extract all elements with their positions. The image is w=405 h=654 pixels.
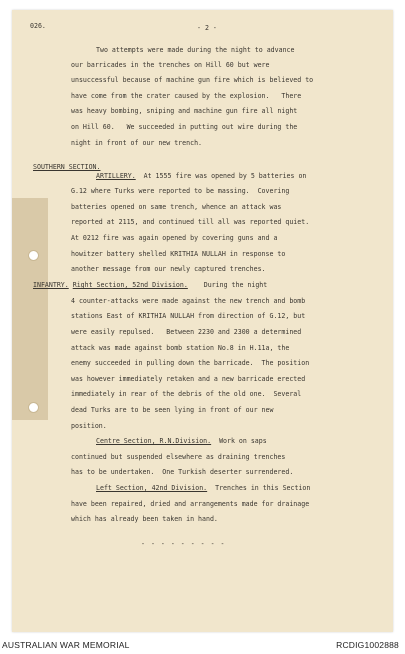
text-line: position. (71, 422, 107, 430)
text-line: our barricades in the trenches on Hill 60 but were (71, 61, 270, 69)
binding-tab (12, 198, 48, 420)
punch-hole (28, 250, 39, 261)
text-line: attack was made against bomb station No.8 in H.11a, the (71, 344, 290, 352)
footer-institution: AUSTRALIAN WAR MEMORIAL (2, 640, 130, 650)
text-line: on Hill 60. We succeeded in putting out wire during the (71, 123, 298, 131)
text-line: was heavy bombing, sniping and machine gun fire all night (71, 107, 298, 115)
page-number: - 2 - (197, 24, 217, 32)
centre-section-text: Work on saps (211, 437, 267, 445)
end-separator: - - - - - - - - - (141, 540, 226, 548)
footer-record-id: RCDIG1002888 (336, 640, 399, 650)
artillery-line (96, 172, 306, 180)
left-section-text: Trenches in this Section (207, 484, 311, 492)
right-section-label: Right Section, 52nd Division. (72, 281, 188, 289)
text-line: reported at 2115, and continued till all was reported quiet. (71, 218, 310, 226)
infantry-label: INFANTRY. (33, 281, 69, 289)
text-line: have come from the crater caused by the explosion. There (71, 92, 302, 100)
text-line: unsuccessful because of machine gun fire which is believed to (71, 76, 314, 84)
left-line (96, 484, 310, 492)
page-reference: 026. (30, 22, 46, 30)
text-line: immediately in rear of the debris of the old one. Several (71, 390, 302, 398)
text-line: G.12 where Turks were reported to be massing. Covering (71, 187, 290, 195)
text-line: have been repaired, dried and arrangements made for drainage (71, 500, 310, 508)
text-line: has to be undertaken. One Turkish deserter surrendered. (71, 468, 294, 476)
text-line: dead Turks are to be seen lying in front of our new (71, 406, 274, 414)
text-line: batteries opened on same trench, whence an attack was (71, 203, 282, 211)
text-line: enemy succeeded in pulling down the barricade. The position (71, 359, 310, 367)
text-line: Two attempts were made during the night to advance (96, 46, 295, 54)
left-section-label: Left Section, 42nd Division. (96, 484, 208, 492)
punch-hole (28, 402, 39, 413)
centre-line (96, 437, 267, 445)
text-line: continued but suspended elsewhere as draining trenches (71, 453, 286, 461)
artillery-label: ARTILLERY. (96, 172, 136, 180)
text-line: was however immediately retaken and a new barricade erected (71, 375, 306, 383)
infantry-line (33, 281, 267, 289)
text-line: night in front of our new trench. (71, 139, 203, 147)
text-line: another message from our newly captured trenches. (71, 265, 266, 273)
text-line: 4 counter-attacks were made against the new trench and bomb (71, 297, 306, 305)
artillery-text: At 1555 fire was opened by 5 batteries on (135, 172, 307, 180)
text-line: were easily repulsed. Between 2230 and 2300 a determined (71, 328, 302, 336)
text-line: howitzer battery shelled KRITHIA NULLAH in response to (71, 250, 286, 258)
text-line: At 0212 fire was again opened by covering guns and a (71, 234, 278, 242)
section-heading: SOUTHERN SECTION. (33, 163, 101, 171)
document-page (12, 10, 393, 632)
text-line: which has already been taken in hand. (71, 515, 218, 523)
right-section-text: During the night (187, 281, 268, 289)
text-line: stations East of KRITHIA NULLAH from direction of G.12, but (71, 312, 306, 320)
centre-section-label: Centre Section, R.N.Division. (96, 437, 212, 445)
